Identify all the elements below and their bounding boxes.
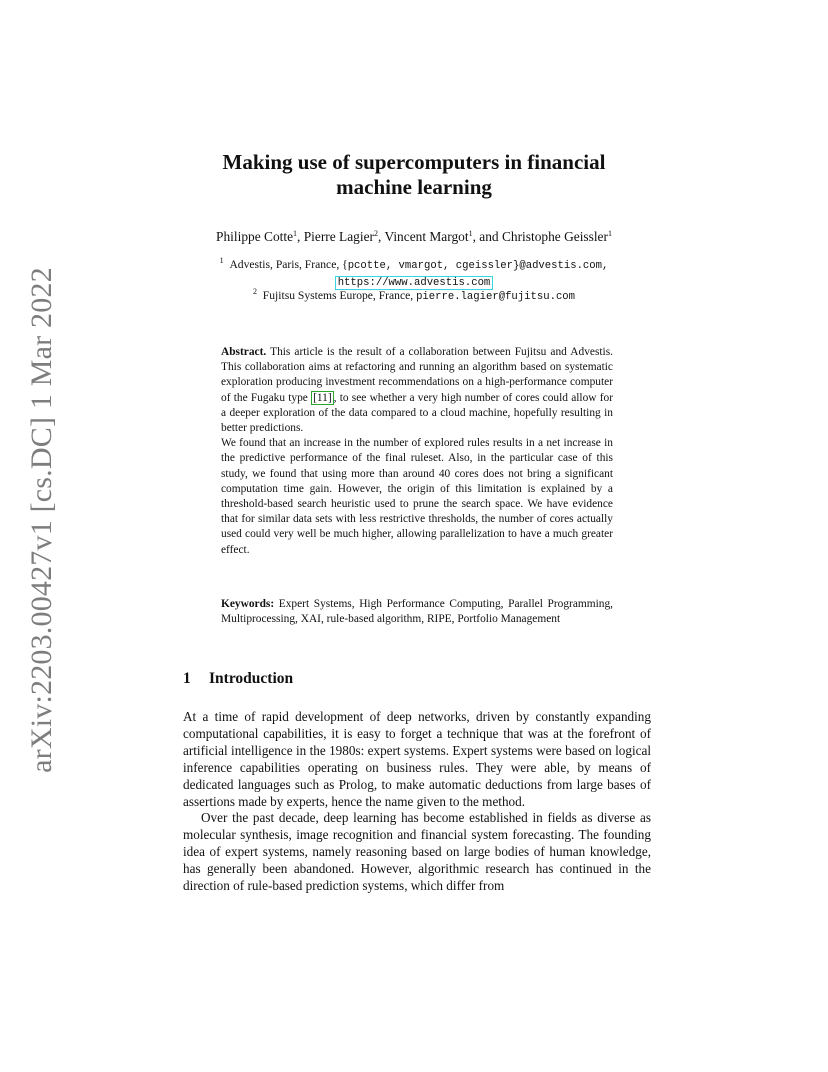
author-affiliation-mark: 1 <box>607 229 612 238</box>
keywords-label: Keywords: <box>221 598 275 610</box>
body-paragraph-2: Over the past decade, deep learning has become established in fields as diverse as molecular synthesis, image recognition and financial system forecasting. The founding idea of expert systems, namely reasoning based on large bodies of human knowledge, has generally been abandoned. However, algorithmic research has continued in the direction of rule-based prediction systems, which differ from <box>183 810 651 894</box>
affiliation-1-domain: }@advestis.com, <box>513 260 609 272</box>
title-line-2: machine learning <box>336 175 492 199</box>
author-affiliation-mark: 1 <box>468 229 473 238</box>
author-separator: , <box>378 229 385 244</box>
affiliation-2-mark: 2 <box>252 287 257 296</box>
abstract-paragraph-1 <box>221 345 613 436</box>
keywords <box>221 597 613 627</box>
author-separator: , and <box>472 229 502 244</box>
author-separator: , <box>297 229 304 244</box>
paper-title <box>120 150 708 200</box>
affiliation-1-mark: 1 <box>219 256 224 265</box>
author-affiliation-mark: 1 <box>293 229 298 238</box>
affiliation-2 <box>120 289 708 303</box>
abstract-text-1b: , to see whether a very high number of cores could allow for a deeper exploration of the data compared to a cloud machine, hopefully resulting in better predictions. <box>221 391 613 435</box>
affiliation-1 <box>120 258 708 272</box>
arxiv-id-text: arXiv:2203.00427v1 [cs.DC] 1 Mar 2022 <box>25 267 59 773</box>
affiliation-1-url-line <box>120 275 708 289</box>
abstract-text-1a: This article is the result of a collaboration between Fujitsu and Advestis. This collaboration aims at refactoring and running an algorithm based on systematic exploration producing investment recommendations on a high-performance computer of the Fugaku type <box>221 346 613 404</box>
author-name: Vincent Margot <box>384 229 469 244</box>
affiliation-1-emails: pcotte, vmargot, cgeissler <box>347 260 513 272</box>
affiliation-2-text: Fujitsu Systems Europe, France, <box>262 289 414 302</box>
keywords-text: Expert Systems, High Performance Computing, Parallel Programming, Multiprocessing, XAI, rule-based algorithm, RIPE, Portfolio Management <box>221 598 613 626</box>
body-paragraph-1: At a time of rapid development of deep networks, driven by constantly expanding computational capabilities, it is easy to forget a technique that was at the forefront of artificial intelligence in the 1980s: expert systems. Expert systems were based on logical inference capabilities operating on business rules. They were able, by means of dedicated languages such as Prolog, to make automatic deductions from large bases of assertions made by experts, hence the name given to the method. <box>183 709 651 809</box>
section-title: Introduction <box>209 670 294 687</box>
abstract-label: Abstract. <box>221 346 267 358</box>
section-heading <box>183 670 293 688</box>
author-affiliation-mark: 2 <box>374 229 378 238</box>
title-line-1: Making use of supercomputers in financial <box>222 150 606 174</box>
affiliation-url-link[interactable]: https://www.advestis.com <box>335 276 494 290</box>
abstract-paragraph-2: We found that an increase in the number of explored rules results in a net increase in the predictive performance of the final ruleset. Also, in the particular case of this study, we found that using more than around 40 cores does not bring a significant computation time gain. However, the origin of this limitation is explained by a threshold-based search heuristic used to prune the search space. We have evidence that for similar data sets with less restrictive thresholds, the number of cores actually used could very well be much higher, allowing parallelization to have a much greater effect. <box>221 437 613 556</box>
arxiv-margin-identifier <box>22 267 62 773</box>
citation-link[interactable]: [11] <box>313 391 332 404</box>
author-name: Christophe Geissler <box>501 229 608 244</box>
author-list <box>120 229 708 245</box>
author-name: Philippe Cotte <box>216 229 294 244</box>
section-number: 1 <box>183 670 191 687</box>
abstract <box>221 345 613 558</box>
author-name: Pierre Lagier <box>303 229 374 244</box>
affiliation-1-text: Advestis, Paris, France, { <box>229 258 348 271</box>
introduction-body <box>183 709 651 895</box>
affiliation-2-email: pierre.lagier@fujitsu.com <box>416 291 576 303</box>
